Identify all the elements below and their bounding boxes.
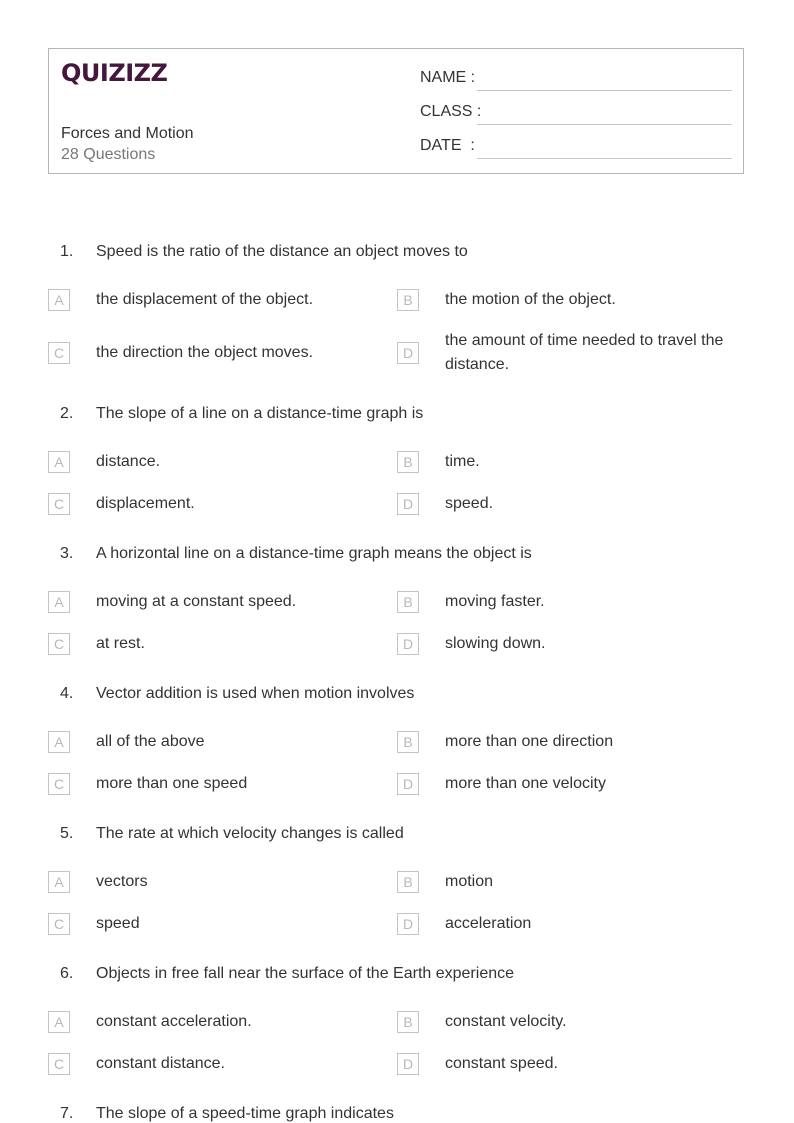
date-label: DATE :	[420, 137, 475, 154]
option-c-text: displacement.	[96, 495, 195, 512]
question-text: The rate at which velocity changes is called	[96, 825, 404, 842]
option-b-text: motion	[445, 873, 494, 890]
option-c-text: at rest.	[96, 635, 145, 652]
option-b-box[interactable]: B	[397, 591, 419, 613]
option-a-text: moving at a constant speed.	[96, 593, 297, 610]
option-a-text: vectors	[96, 873, 148, 890]
option-c-text: constant distance.	[96, 1055, 225, 1072]
option-b-box[interactable]: B	[397, 1011, 419, 1033]
option-b-box[interactable]: B	[397, 871, 419, 893]
question-text: The slope of a line on a distance-time graph is	[96, 405, 424, 422]
date-line[interactable]	[477, 158, 732, 159]
option-d-box[interactable]: D	[397, 493, 419, 515]
question-text: A horizontal line on a distance-time graph means the object is	[96, 545, 532, 562]
option-d-text: more than one velocity	[445, 775, 606, 792]
option-b-box[interactable]: B	[397, 451, 419, 473]
option-d-box[interactable]: D	[397, 633, 419, 655]
option-c-text: the direction the object moves.	[96, 344, 314, 361]
option-d-text: speed.	[445, 495, 494, 512]
question-text: Speed is the ratio of the distance an object moves to	[96, 243, 468, 260]
option-d-text: slowing down.	[445, 635, 546, 652]
question-number: 6.	[60, 965, 74, 982]
quizizz-logo: QUIZIZZ	[61, 59, 168, 87]
question-text: Objects in free fall near the surface of the Earth experience	[96, 965, 515, 982]
option-d-box[interactable]: D	[397, 1053, 419, 1075]
option-d-text: constant speed.	[445, 1055, 558, 1072]
option-b-text: moving faster.	[445, 593, 545, 610]
option-a-box[interactable]: A	[48, 731, 70, 753]
class-line[interactable]	[477, 124, 732, 125]
option-a-text: constant acceleration.	[96, 1013, 252, 1030]
option-d-box[interactable]: D	[397, 913, 419, 935]
name-line[interactable]	[477, 90, 732, 91]
worksheet-header	[48, 48, 744, 174]
option-c-text: more than one speed	[96, 775, 248, 792]
option-a-box[interactable]: A	[48, 1011, 70, 1033]
option-c-box[interactable]: C	[48, 913, 70, 935]
question-number: 3.	[60, 545, 74, 562]
question-number: 4.	[60, 685, 74, 702]
option-a-box[interactable]: A	[48, 451, 70, 473]
option-c-box[interactable]: C	[48, 1053, 70, 1075]
option-b-text: constant velocity.	[445, 1013, 567, 1030]
option-b-box[interactable]: B	[397, 289, 419, 311]
option-c-box[interactable]: C	[48, 773, 70, 795]
option-a-text: distance.	[96, 453, 161, 470]
option-d-text: the amount of time needed to travel the distance.	[445, 332, 724, 373]
question-count: 28 Questions	[61, 146, 156, 163]
question-number: 5.	[60, 825, 74, 842]
option-c-box[interactable]: C	[48, 493, 70, 515]
option-a-box[interactable]: A	[48, 289, 70, 311]
option-b-text: the motion of the object.	[445, 291, 616, 308]
option-c-box[interactable]: C	[48, 342, 70, 364]
class-label: CLASS :	[420, 103, 482, 120]
option-b-text: more than one direction	[445, 733, 614, 750]
question-text: The slope of a speed-time graph indicates	[96, 1105, 394, 1122]
option-d-text: acceleration	[445, 915, 532, 932]
option-a-box[interactable]: A	[48, 591, 70, 613]
option-a-box[interactable]: A	[48, 871, 70, 893]
option-d-box[interactable]: D	[397, 342, 419, 364]
option-b-box[interactable]: B	[397, 731, 419, 753]
question-number: 1.	[60, 243, 74, 260]
option-c-box[interactable]: C	[48, 633, 70, 655]
question-number: 7.	[60, 1105, 74, 1122]
worksheet-title: Forces and Motion	[61, 125, 194, 142]
name-label: NAME :	[420, 69, 476, 86]
option-a-text: all of the above	[96, 733, 205, 750]
question-number: 2.	[60, 405, 74, 422]
option-b-text: time.	[445, 453, 480, 470]
question-text: Vector addition is used when motion involves	[96, 685, 415, 702]
option-a-text: the displacement of the object.	[96, 291, 314, 308]
option-c-text: speed	[96, 915, 140, 932]
option-d-box[interactable]: D	[397, 773, 419, 795]
